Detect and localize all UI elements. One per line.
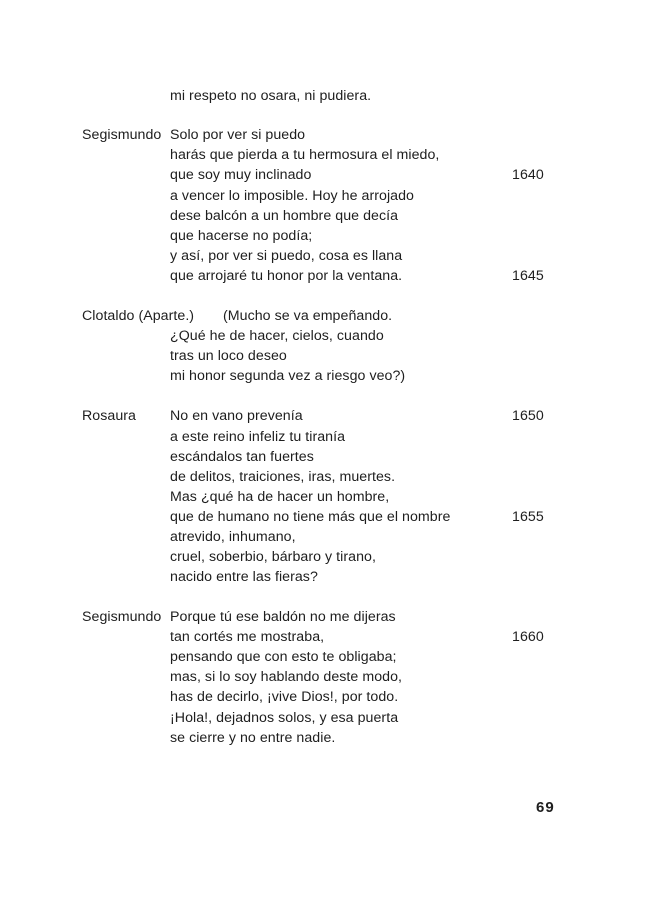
verse-line: se cierre y no entre nadie. [170,730,336,746]
verse-line: dese balcón a un hombre que decía [170,208,399,224]
speaker-name: Clotaldo (Aparte.) [82,308,195,324]
verse-line: atrevido, inhumano, [170,529,296,545]
verse-line: tan cortés me mostraba, [170,629,325,645]
verse-line: Porque tú ese baldón no me dijeras [170,609,396,625]
verse-line: mi respeto no osara, ni pudiera. [170,88,372,104]
verse-number: 1655 [512,509,544,525]
verse-line: ¡Hola!, dejadnos solos, y esa puerta [170,710,399,726]
verse-line: mi honor segunda vez a riesgo veo?) [170,368,406,384]
verse-line: y así, por ver si puedo, cosa es llana [170,248,403,264]
verse-line: harás que pierda a tu hermosura el miedo, [170,147,440,163]
verse-line: has de decirlo, ¡vive Dios!, por todo. [170,689,399,705]
verse-line: No en vano prevenía [170,408,303,424]
verse-line: (Mucho se va empeñando. [223,308,393,324]
verse-line: de delitos, traiciones, iras, muertes. [170,469,396,485]
verse-line: Mas ¿qué ha de hacer un hombre, [170,489,390,505]
verse-line: a este reino infeliz tu tiranía [170,429,346,445]
verse-number: 1645 [512,268,544,284]
verse-line: que de humano no tiene más que el nombre [170,509,451,525]
verse-line: pensando que con esto te obligaba; [170,649,397,665]
verse-number: 1640 [512,167,544,183]
verse-line: escándalos tan fuertes [170,449,314,465]
verse-line: que hacerse no podía; [170,228,313,244]
verse-number: 1650 [512,408,544,424]
verse-line: Solo por ver si puedo [170,127,306,143]
speaker-name: Segismundo [82,127,162,143]
verse-line: mas, si lo soy hablando deste modo, [170,669,403,685]
verse-line: cruel, soberbio, bárbaro y tirano, [170,549,376,565]
verse-number: 1660 [512,629,544,645]
page-number: 69 [536,799,555,816]
verse-line: a vencer lo imposible. Hoy he arrojado [170,188,415,204]
speaker-name: Rosaura [82,408,136,424]
verse-line: que arrojaré tu honor por la ventana. [170,268,403,284]
verse-line: que soy muy inclinado [170,167,312,183]
verse-line: nacido entre las fieras? [170,569,318,585]
verse-line: ¿Qué he de hacer, cielos, cuando [170,328,384,344]
speaker-name: Segismundo [82,609,162,625]
verse-line: tras un loco deseo [170,348,287,364]
